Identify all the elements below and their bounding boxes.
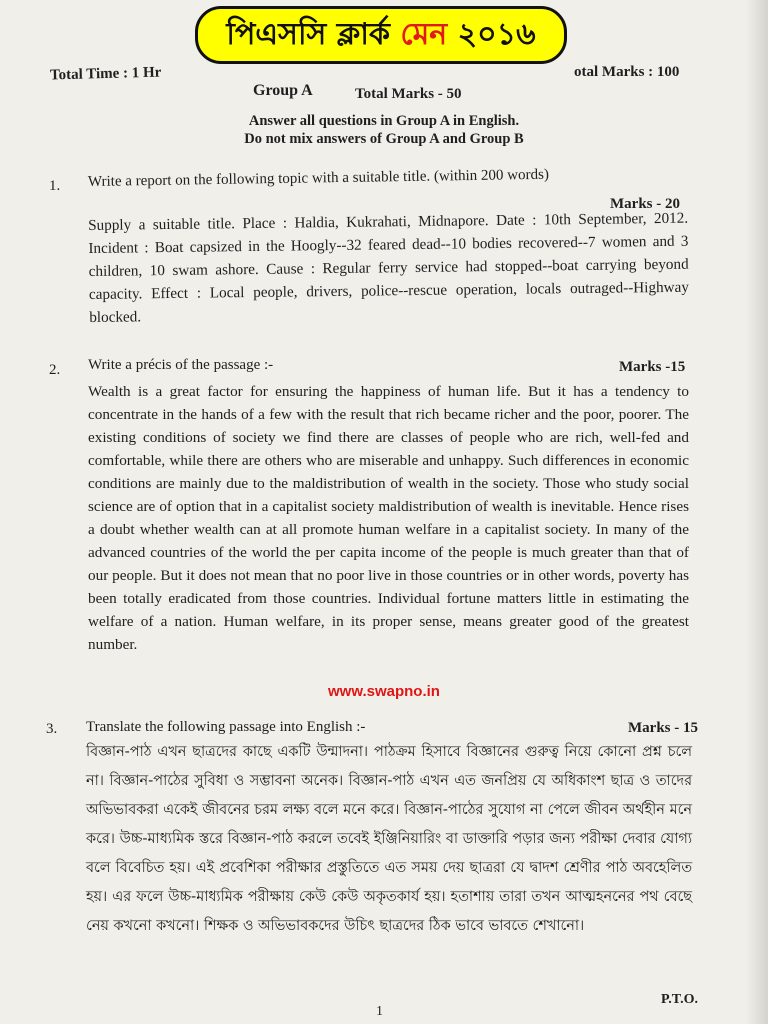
pto-label: P.T.O. bbox=[661, 992, 698, 1007]
question-2-prompt: Write a précis of the passage :- bbox=[88, 357, 274, 373]
scan-edge-shadow bbox=[746, 0, 768, 1024]
page-number: 1 bbox=[376, 1004, 383, 1019]
question-3-marks: Marks - 15 bbox=[628, 720, 698, 736]
instruction-2: Do not mix answers of Group A and Group B bbox=[244, 131, 524, 147]
question-3-body: বিজ্ঞান-পাঠ এখন ছাত্রদের কাছে একটি উন্মাদনা। পাঠক্রম হিসাবে বিজ্ঞানের গুরুত্ব নিয়ে কোনো প্রশ্ন চলে না। বিজ্ঞান-পাঠের সুবিধা ও সম্ভাবনা অনেক। বিজ্ঞান-পাঠ এখন এত জনপ্রিয় যে অধিকাংশ ছাত্র ও তাদের অভিভাবকরা একেই জীবনের চরম লক্ষ্য বলে মনে করে। বিজ্ঞান-পাঠের সুযোগ না পেলে জীবন অর্থহীন মনে করে। উচ্চ-মাধ্যমিক স্তরে বিজ্ঞান-পাঠ করলে তবেই ইঞ্জিনিয়ারিং বা ডাক্তারি পড়ার জন্য পরীক্ষা দেবার যোগ্য বলে বিবেচিত হয়। এই প্রবেশিকা পরীক্ষার প্রস্তুতিতে এত সময় দেয় ছাত্ররা যে দ্বাদশ শ্রেণীর পাঠ অবহেলিত হয়। এর ফলে উচ্চ-মাধ্যমিক পরীক্ষায় কেউ কেউ অকৃতকার্য হয়। হতাশায় তারা তখন আত্মহননের পথ বেছে নেয় কখনো কখনো। শিক্ষক ও অভিভাবকদের উচিৎ ছাত্রদের ঠিক ভাবে ভাবতে শেখানো। bbox=[86, 744, 692, 934]
question-1-body: Supply a suitable title. Place : Haldia, Kukrahati, Midnapore. Date : 10th September, 2012. Incident : Boat capsized in the Hoogly--32 feared dead--10 bodies recovered--7 women and 3 children, 10 swam ashore. Cause : Regular ferry service had stopped--boat carrying beyond capacity. Effect : Local people, drivers, police--rescue operation, locals outraged--Highway blocked. bbox=[88, 209, 690, 326]
banner-highlight: মেন bbox=[400, 17, 448, 52]
watermark-url: www.swapno.in bbox=[328, 683, 440, 700]
total-marks: otal Marks : 100 bbox=[574, 64, 680, 80]
group-marks: Total Marks - 50 bbox=[355, 86, 462, 102]
title-banner bbox=[195, 6, 567, 64]
banner-title: পিএসসি ক্লার্ক bbox=[226, 17, 390, 52]
question-2-marks: Marks -15 bbox=[619, 359, 686, 375]
question-1-prompt: Write a report on the following topic with a suitable title. (within 200 words) bbox=[87, 166, 550, 190]
instruction-1: Answer all questions in Group A in English. bbox=[248, 113, 520, 129]
question-3-number: 3. bbox=[46, 721, 58, 737]
question-2-number: 2. bbox=[49, 362, 61, 378]
banner-year: ২০১৬ bbox=[457, 17, 536, 52]
question-2-body: Wealth is a great factor for ensuring the happiness of human life. But it has a tendency to concentrate in the hands of a few with the result that rich became richer and the poor, poorer. The existing conditions of society we find there are classes of people who are rich, well-fed and comfortable, while there are others who are miserable and unhappy. Such differences in economic conditions are mainly due to the maldistribution of wealth in the society. Those who study social science are of option that in a capitalist society maldistribution of wealth is inevitable. Hence rises a doubt whether wealth can at all promote human welfare in a capitalist society. In many of the advanced countries of the world the per capita income of the people is much greater than that of our people. But it does not mean that no poor live in those countries or in other words, poverty has been totally eradicated from those countries. Individual fortune matters little in estimating the welfare of a nation. Human welfare, in its proper sense, means greater good of the greatest number. bbox=[88, 383, 689, 653]
question-1-number: 1. bbox=[49, 178, 61, 194]
question-3-prompt: Translate the following passage into English :- bbox=[86, 719, 366, 735]
group-name: Group A bbox=[253, 82, 313, 99]
question-1-marks: Marks - 20 bbox=[610, 196, 680, 212]
total-time: Total Time : 1 Hr bbox=[49, 64, 162, 84]
